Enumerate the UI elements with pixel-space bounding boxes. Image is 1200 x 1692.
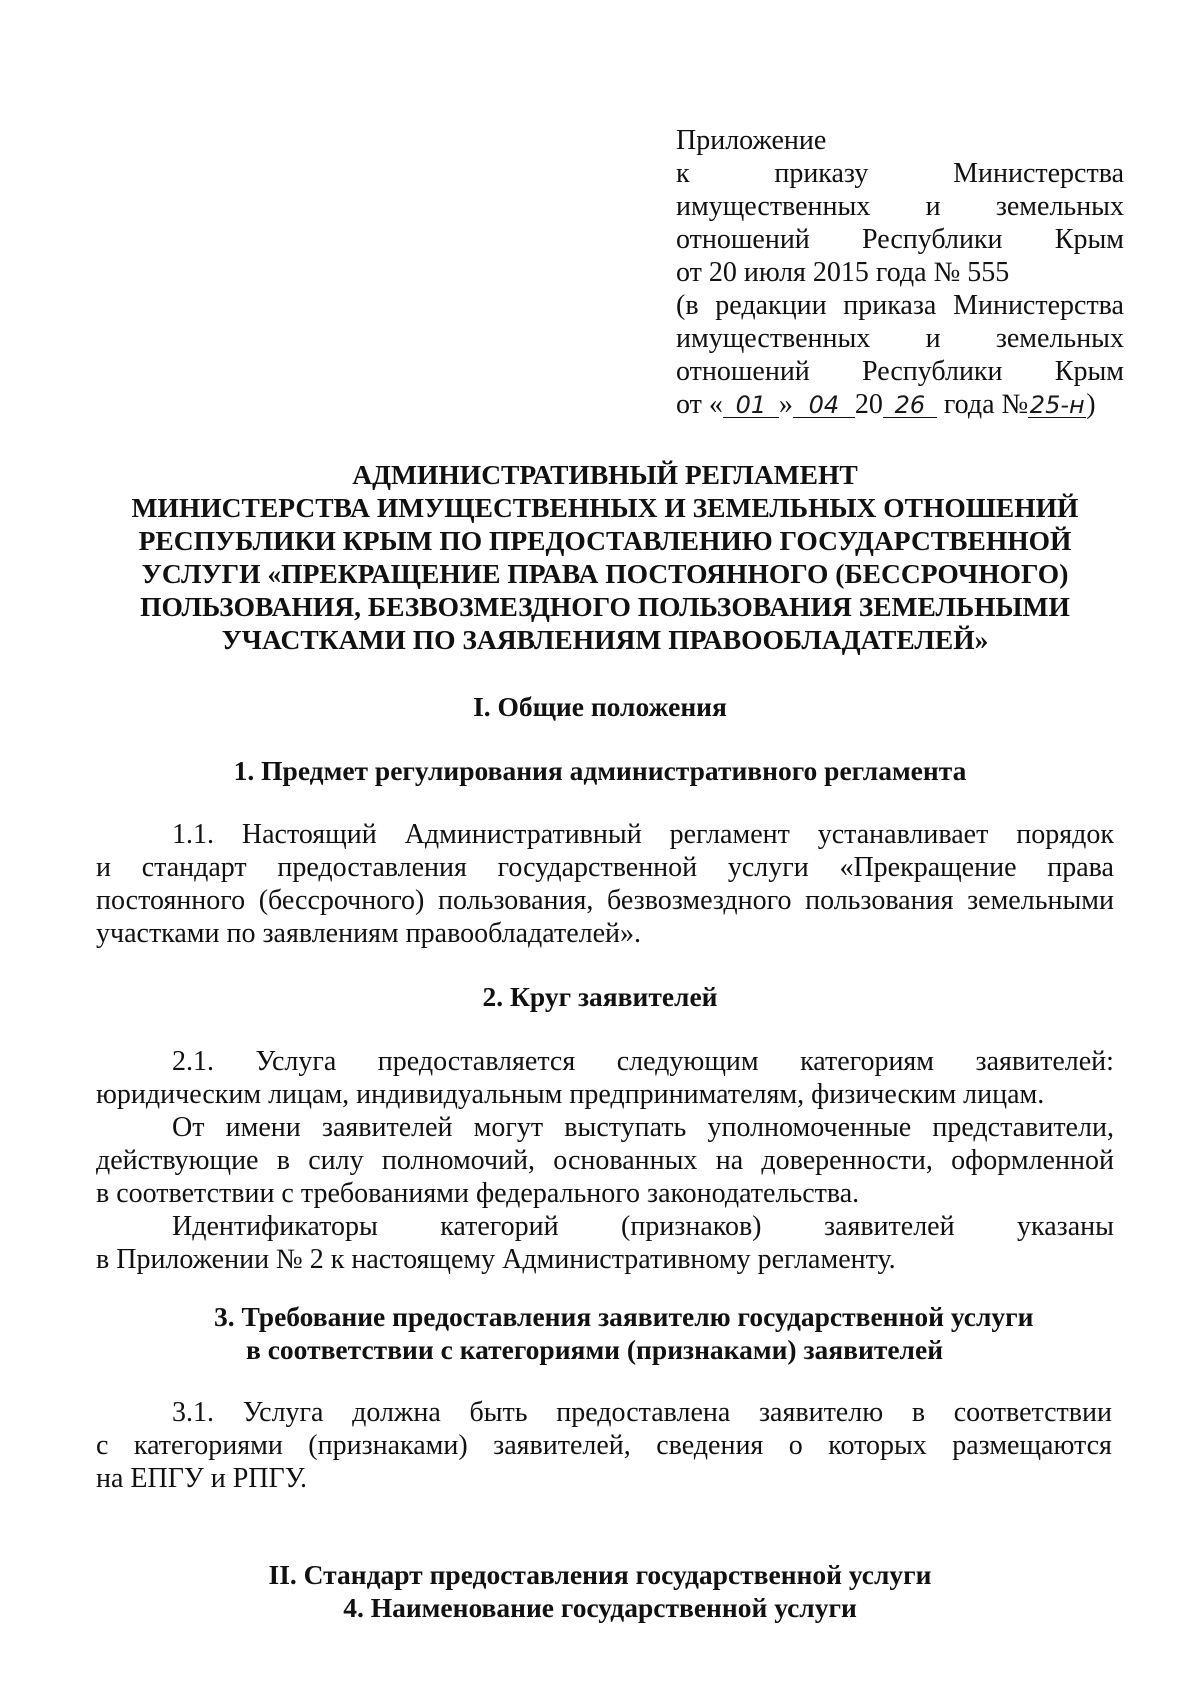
word: имущественных <box>676 323 871 354</box>
word: представители, <box>932 1112 1114 1143</box>
word: действующие <box>96 1145 259 1176</box>
word: оформленной <box>951 1145 1114 1176</box>
word: Идентификаторы <box>172 1211 378 1242</box>
paragraph-3-1 <box>96 1396 1112 1495</box>
text-line <box>96 1396 1112 1429</box>
word: имени <box>225 1112 301 1143</box>
number-label: года № <box>943 389 1029 420</box>
word: порядок <box>1016 819 1114 850</box>
word: и <box>925 191 941 222</box>
text-line <box>96 1210 1114 1243</box>
section-heading: II. Стандарт предоставления государственной услуги <box>268 1559 932 1590</box>
document-title <box>110 458 1100 656</box>
text-line <box>96 818 1114 851</box>
word: заявителей: <box>975 1046 1114 1077</box>
handwritten-month: 04 <box>793 393 855 418</box>
appendix-line: Приложение <box>676 125 827 156</box>
word: выступать <box>564 1112 687 1143</box>
title-line: АДМИНИСТРАТИВНЫЙ РЕГЛАМЕНТ <box>352 459 858 490</box>
word: которых <box>828 1430 927 1461</box>
subsection-heading: 2. Круг заявителей <box>482 981 718 1012</box>
word: заявителей <box>823 1211 955 1242</box>
word: Услуга <box>255 1046 337 1077</box>
word: сведения <box>656 1430 764 1461</box>
appendix-line <box>676 223 1124 256</box>
appendix-date-line <box>676 388 1124 421</box>
word: к <box>676 158 690 189</box>
word: соответствии <box>953 1397 1112 1428</box>
word: в <box>276 1145 290 1176</box>
word: могут <box>473 1112 544 1143</box>
title-line: УСЛУГИ «ПРЕКРАЩЕНИЕ ПРАВА ПОСТОЯННОГО (БЕССРОЧНОГО) <box>141 558 1069 589</box>
word: заявителю <box>759 1397 884 1428</box>
appendix-block <box>676 124 1124 421</box>
text-line: в Приложении № 2 к настоящему Административному регламенту. <box>96 1244 896 1275</box>
word: полномочий, <box>381 1145 535 1176</box>
text-line: на ЕПГУ и РПГУ. <box>96 1463 307 1494</box>
appendix-line: от 20 июля 2015 года № 555 <box>676 257 1010 288</box>
appendix-line <box>676 355 1124 388</box>
subsection-heading: в соответствии с категориями (признаками) заявителей <box>246 1334 944 1365</box>
title-line: РЕСПУБЛИКИ КРЫМ ПО ПРЕДОСТАВЛЕНИЮ ГОСУДАРСТВЕННОЙ <box>138 525 1072 556</box>
word: отношений <box>676 356 810 387</box>
word: быть <box>469 1397 528 1428</box>
word: в <box>911 1397 926 1428</box>
date-prefix: от « <box>676 389 723 420</box>
word: категориям <box>800 1046 935 1077</box>
word: должна <box>352 1397 441 1428</box>
word: приказа <box>843 290 937 321</box>
text-line: в соответствии с требованиями федерального законодательства. <box>96 1178 860 1209</box>
word: указаны <box>1017 1211 1114 1242</box>
text-line <box>96 851 1114 884</box>
text-line <box>96 1045 1114 1078</box>
word: Республики <box>862 356 1003 387</box>
word: стандарт <box>141 852 247 883</box>
word: земельных <box>995 191 1124 222</box>
close-paren: ) <box>1086 389 1096 420</box>
word: безвозмездного <box>606 885 792 916</box>
appendix-line <box>676 157 1124 190</box>
title-line: УЧАСТКАМИ ПО ЗАЯВЛЕНИЯМ ПРАВООБЛАДАТЕЛЕЙ» <box>221 624 989 655</box>
word: Министерства <box>953 290 1124 321</box>
word: предоставляется <box>377 1046 576 1077</box>
word: категорий <box>440 1211 559 1242</box>
text-line <box>96 1144 1114 1177</box>
subsection-heading: 3. Требование предоставления заявителю государственной услуги <box>214 1301 1034 1332</box>
text-line <box>96 1111 1114 1144</box>
word: От <box>172 1112 205 1143</box>
word: Услуга <box>242 1397 324 1428</box>
word: силу <box>308 1145 364 1176</box>
handwritten-year: 26 <box>883 393 937 418</box>
handwritten-day: 01 <box>723 393 779 418</box>
word: заявителей <box>321 1112 453 1143</box>
word: 3.1. <box>172 1397 214 1428</box>
word: права <box>1047 852 1114 883</box>
word: (признаков) <box>621 1211 762 1242</box>
date-quote: » <box>778 389 793 420</box>
word: доверенности, <box>761 1145 933 1176</box>
title-line: ПОЛЬЗОВАНИЯ, БЕЗВОЗМЕЗДНОГО ПОЛЬЗОВАНИЯ ЗЕМЕЛЬНЫМИ <box>140 591 1070 622</box>
year-prefix: 20 <box>854 389 883 420</box>
section-heading: I. Общие положения <box>473 691 727 722</box>
word: (в <box>676 290 699 321</box>
word: и <box>96 852 111 883</box>
word: регламент <box>669 819 790 850</box>
word: имущественных <box>676 191 871 222</box>
word: Республики <box>862 224 1003 255</box>
word: Крым <box>1054 224 1124 255</box>
word: заявителей, <box>493 1430 631 1461</box>
text-line <box>96 884 1114 917</box>
word: земельными <box>967 885 1114 916</box>
handwritten-number: 25-н <box>1029 391 1085 419</box>
word: категориями <box>133 1430 283 1461</box>
word: на <box>715 1145 744 1176</box>
word: уполномоченные <box>707 1112 912 1143</box>
word: Административный <box>404 819 642 850</box>
word: и <box>925 323 941 354</box>
word: отношений <box>676 224 810 255</box>
word: основанных <box>553 1145 698 1176</box>
word: Настоящий <box>241 819 377 850</box>
word: услуги <box>727 852 809 883</box>
text-line <box>96 1429 1112 1462</box>
word: (бессрочного) <box>258 885 425 916</box>
word: предоставлена <box>556 1397 731 1428</box>
word: постоянного <box>96 885 246 916</box>
appendix-line <box>676 289 1124 322</box>
paragraph-2-1 <box>96 1045 1114 1276</box>
word: пользования <box>805 885 954 916</box>
subsection-heading: 4. Наименование государственной услуги <box>343 1592 857 1623</box>
title-line: МИНИСТЕРСТВА ИМУЩЕСТВЕННЫХ И ЗЕМЕЛЬНЫХ ОТНОШЕНИЙ <box>131 492 1079 523</box>
word: Крым <box>1054 356 1124 387</box>
word: редакции <box>715 290 827 321</box>
word: о <box>788 1430 803 1461</box>
appendix-line <box>676 322 1124 355</box>
paragraph-1-1 <box>96 818 1114 950</box>
word: предоставления <box>277 852 467 883</box>
word: 1.1. <box>172 819 214 850</box>
word: государственной <box>497 852 698 883</box>
subsection-heading: 1. Предмет регулирования административного регламента <box>233 755 967 786</box>
word: 2.1. <box>172 1046 214 1077</box>
text-line: юридическим лицам, индивидуальным предпринимателям, физическим лицам. <box>96 1079 1045 1110</box>
word: приказу <box>774 158 869 189</box>
word: земельных <box>995 323 1124 354</box>
word: следующим <box>616 1046 759 1077</box>
word: пользования, <box>437 885 594 916</box>
word: с <box>96 1430 109 1461</box>
appendix-line <box>676 190 1124 223</box>
word: Министерства <box>953 158 1124 189</box>
word: размещаются <box>952 1430 1112 1461</box>
text-line: участками по заявлениям правообладателей». <box>96 918 642 949</box>
word: устанавливает <box>817 819 989 850</box>
word: (признаками) <box>308 1430 468 1461</box>
word: «Прекращение <box>839 852 1017 883</box>
